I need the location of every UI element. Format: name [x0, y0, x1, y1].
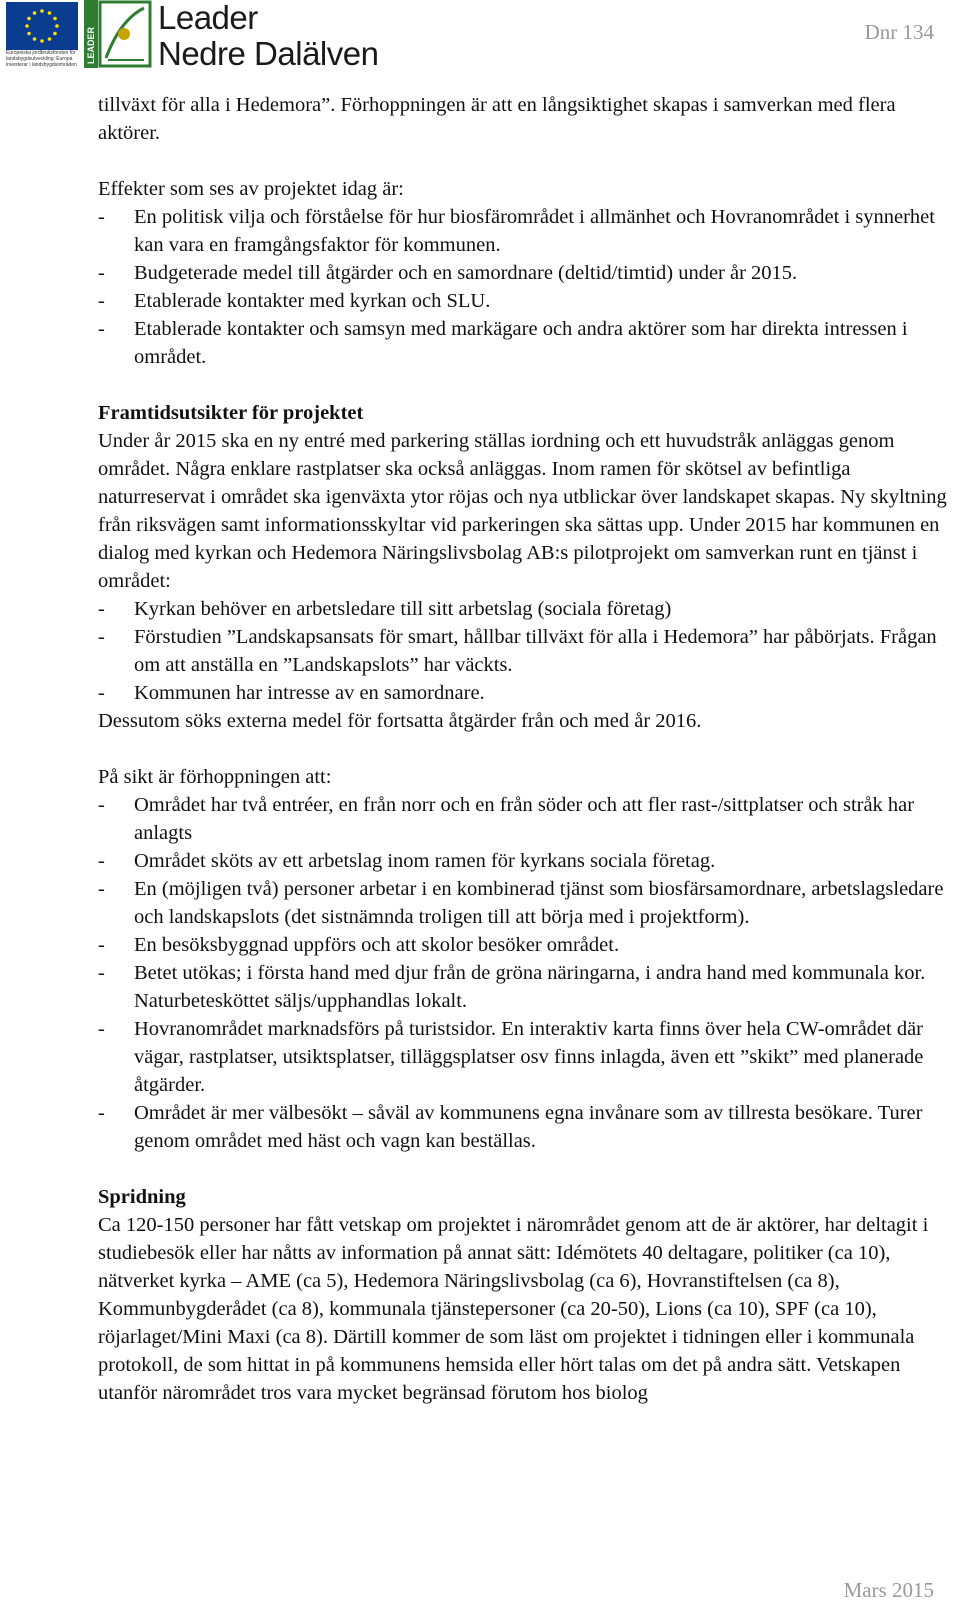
outlook-list [98, 595, 948, 707]
logo-line2: Nedre Dalälven [158, 35, 379, 72]
hope-list [98, 791, 948, 1155]
eu-star-icon [40, 9, 44, 13]
list-item: - Betet utökas; i första hand med djur från de gröna näringarna, i andra hand med kommunala kor. Naturbetesköttet säljs/upphandlas lokalt. [98, 959, 948, 1015]
list-item: - Området är mer välbesökt – såväl av kommunens egna invånare som av tillresta besökare. Turer genom området med häst och vagn kan beställas. [98, 1099, 948, 1155]
spacer [98, 371, 948, 399]
spread-paragraph: Ca 120-150 personer har fått vetskap om projektet i närområdet genom att de är aktörer, har deltagit i studiebesök eller har nåtts av information på annat sätt: Idémötets 40 deltagare, politiker (ca 10), nätverket kyrka – AME (ca 5), Hedemora Näringslivsbolag (ca 6), Hovranstiftelsen (ca 8), Kommunbygderådet (ca 8), kommunala tjänstepersoner (ca 20-50), Lions (ca 10), SPF (ca 10), röjarlaget/Mini Maxi (ca 8). Därtill kommer de som läst om projektet i tidningen eller i kommunala protokoll, de som hittat in på kommunens hemsida eller hört talas om det på andra sätt. Vetskapen utanför närområdet tros vara mycket begränsad förutom hos biolog [98, 1214, 929, 1404]
eu-caption: Europeiska jordbruksfonden för landsbygdsutveckling: Europa investerar i landsbygdsområden [6, 50, 77, 68]
hope-lead: På sikt är förhoppningen att: [98, 766, 332, 788]
logo-line1: Leader [158, 0, 258, 36]
eu-star-icon [48, 11, 52, 15]
intro-paragraph: tillväxt för alla i Hedemora”. Förhoppningen är att en långsiktighet skapas i samverkan med flera aktörer. [98, 94, 896, 144]
leader-logo-icon [84, 0, 152, 68]
page-header [0, 0, 960, 75]
list-item: - Hovranområdet marknadsförs på turistsidor. En interaktiv karta finns över hela CW-området där vägar, rastplatser, utsiktsplatser, tilläggsplatser osv finns inlagda, även ett ”skikt” med planerade åtgärder. [98, 1015, 948, 1099]
effects-list [98, 203, 948, 371]
list-item: - En besöksbyggnad uppförs och att skolor besöker området. [98, 931, 948, 959]
list-item: - Kommunen har intresse av en samordnare. [98, 679, 948, 707]
list-item: - Området har två entréer, en från norr och en från söder och att fler rast-/sittplatser och stråk har anlagts [98, 791, 948, 847]
eu-star-icon [25, 24, 29, 28]
eu-star-icon [27, 17, 31, 21]
list-item: - Budgeterade medel till åtgärder och en samordnare (deltid/timtid) under år 2015. [98, 259, 948, 287]
spread-heading: Spridning [98, 1186, 186, 1208]
list-item: - Förstudien ”Landskapsansats för smart, hållbar tillväxt för alla i Hedemora” har påbörjats. Frågan om att anställa en ”Landskapslots” har väckts. [98, 623, 948, 679]
leader-logo-text [158, 0, 378, 72]
eu-star-icon [33, 11, 37, 15]
list-item: - Etablerade kontakter och samsyn med markägare och andra aktörer som har direkta intressen i området. [98, 315, 948, 371]
effects-lead: Effekter som ses av projektet idag är: [98, 178, 404, 200]
eu-star-icon [33, 37, 37, 41]
spacer [98, 735, 948, 763]
eu-star-icon [55, 24, 59, 28]
spacer [98, 147, 948, 175]
eu-star-icon [48, 37, 52, 41]
list-item: - En politisk vilja och förståelse för hur biosfärområdet i allmänhet och Hovranområdet i synnerhet kan vara en framgångsfaktor för kommunen. [98, 203, 948, 259]
spacer [98, 1155, 948, 1183]
eu-star-icon [53, 17, 57, 21]
list-item: - En (möjligen två) personer arbetar i en kombinerad tjänst som biosfärsamordnare, arbetslagsledare och landskapslots (det sistnämnda troligen till att börja med i projektform). [98, 875, 948, 931]
list-item: - Etablerade kontakter med kyrkan och SLU. [98, 287, 948, 315]
eu-flag-icon [6, 2, 78, 50]
outlook-after: Dessutom söks externa medel för fortsatta åtgärder från och med år 2016. [98, 710, 702, 732]
list-item: - Kyrkan behöver en arbetsledare till sitt arbetslag (sociala företag) [98, 595, 948, 623]
outlook-paragraph: Under år 2015 ska en ny entré med parkering ställas iordning och ett huvudstråk anläggas genom området. Några enklare rastplatser ska också anläggas. Inom ramen för skötsel av befintliga naturreservat i området ska igenväxta ytor röjas och nya utblickar över landskapet skapas. Ny skyltning från riksvägen samt informationsskyltar vid parkeringen ska sättas upp. Under 2015 har kommunen en dialog med kyrkan och Hedemora Näringslivsbolag AB:s pilotprojekt om samverkan runt en tjänst i området: [98, 430, 947, 592]
eu-star-icon [40, 39, 44, 43]
outlook-heading: Framtidsutsikter för projektet [98, 402, 364, 424]
eu-star-icon [53, 32, 57, 36]
document-number: Dnr 134 [864, 20, 934, 44]
footer-date: Mars 2015 [843, 1578, 934, 1602]
list-item: - Området sköts av ett arbetslag inom ramen för kyrkans sociala företag. [98, 847, 948, 875]
document-body [98, 91, 948, 1407]
leader-vertical-text: LEADER [86, 26, 96, 64]
eu-star-icon [27, 32, 31, 36]
